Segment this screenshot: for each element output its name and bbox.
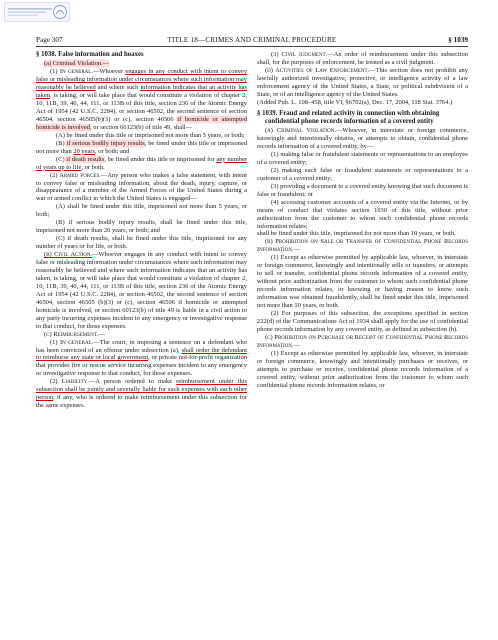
paragraph-b1: (1) Except as otherwise permitted by applicable law, whoever, in interstate or foreign commerce, knowingly and intentionally sells or transfers, or attempts to sell or transfer, confidential phone records information of a covered entity, without prior authorization from the customer to whom such confidential phone records information relates, or knowing or having reason to know such information was obtained fraudulently, shall be fined under this title, imprisoned not more than 10 years, or both. xyxy=(257,254,468,310)
text: , be fined under this title or imprisoned not more than xyxy=(36,139,247,155)
text: , or both; and xyxy=(95,147,130,155)
paragraph-c2 xyxy=(36,378,247,410)
paragraph-c1: (1) Except as otherwise permitted by applicable law, whoever, in interstate or foreign commerce, knowingly and intentionally purchases or receives, or attempts to purchase or receive, confidential phone records information of a covered entity, without prior authorization from the customer to whom such confidential phone records information relates, or xyxy=(257,349,468,389)
text: , or private not-for-profit organization that provides fire or rescue service incurring expenses incident to any emergency or investigative response to that conduct, for those expenses. xyxy=(36,354,247,378)
paragraph-a2: (2) making such false or fraudulent statements or representations to a customer of a covered entity; xyxy=(257,166,468,182)
text: — xyxy=(98,330,106,338)
subsection-label: (c) Prohibition on Purchase or Receipt of Confidential Phone Records Information. xyxy=(257,333,468,349)
subsection-label: (b) Prohibition on Sale or Transfer of Confidential Phone Records Information. xyxy=(257,238,468,254)
text: , be fined under this title or imprisoned for xyxy=(104,155,217,163)
subsection-b xyxy=(257,238,468,254)
underlined-text: 20 years xyxy=(73,147,96,155)
highlight: if homicide or attempted homicide is involved xyxy=(36,115,247,131)
section-1039-heading: § 1039. Fraud and related activity in connection with obtaining confidential phone records information of a covered entity xyxy=(257,109,440,125)
paragraph-lead: (2) Liability. xyxy=(50,378,89,386)
library-logo-icon xyxy=(4,2,70,22)
text: —An order of reimbursement under this subsection shall, for the purposes of enforcement, be treated as a civil judgment. xyxy=(257,51,468,66)
paragraph-a4: (4) accessing customer accounts of a covered entity via the Internet, or by means of conduct that violates section 1030 of this title, without prior authorization from the customer to whom such confidential phone records information relates; xyxy=(257,198,468,230)
paragraph-a1 xyxy=(36,68,247,132)
paragraph-lead: (2) Armed forces. xyxy=(50,171,101,179)
text: — xyxy=(293,246,300,254)
clause-a1A: (A) be fined under this title or imprisoned not more than 5 years, or both; xyxy=(56,131,245,139)
clause-a2B: (B) if serious bodily injury results, shall be fined under this title, imprisoned not more than 20 years, or both; and xyxy=(36,219,247,235)
paragraph-c3 xyxy=(257,51,468,67)
paragraph-lead: (1) In general. xyxy=(50,68,93,76)
paragraph-a3: (3) providing a document to a covered entity knowing that such document is false or fraudulent; or xyxy=(257,182,468,198)
source-credit: (Added Pub. L. 108–458, title VI, §6702(a), Dec. 17, 2004, 118 Stat. 3764.) xyxy=(257,98,453,106)
clause-a2A: (A) shall be fined under this title, imprisoned not more than 5 years, or both; xyxy=(36,203,247,219)
paragraph-c1 xyxy=(36,339,247,379)
running-title: TITLE 18—CRIMES AND CRIMINAL PROCEDURE xyxy=(167,36,337,44)
text: , is taking, or will take place that would constitute a violation of chapter 2, 10, 11B, 39, 40, 44, 111, or 113B of this title, section 236 of the Atomic Energy Act of 1954 (42 U.S.C. 2284), or section 46502, the second sentence of section 46504, section 46505(b)(3) or (c), section 46506 xyxy=(36,92,247,123)
subsection-label: (d) Activities of Law Enforcement. xyxy=(265,66,370,74)
underlined-text: any number of years up to life xyxy=(36,155,247,171)
text: —Whoever engages in any conduct with intent to convey false or misleading information under circumstances where such information may reasonably be believed and where such information indicates that an activity has taken, is taking, or will take place that would constitute a violation of chapter 2, 10, 11B, 39, 40, 44, 111, or 113B of this title, section 236 of the Atomic Energy Act of 1954 (42 U.S.C. 2284), or section 46502, the second sentence of section 46504, section 46505 (b)(3) or (c), section 46506 if homicide or attempted homicide is involved, or section 60123(b) of title 49 is liable in a civil action to any party incurring expenses incident to any emergency or investigative response to that conduct, for those expenses. xyxy=(36,251,247,330)
section-number: § 1039 xyxy=(448,36,468,44)
text: (B) xyxy=(56,139,67,147)
text: , or section 60123(b) of title 49, shall— xyxy=(90,123,193,131)
subsection-a xyxy=(257,127,468,151)
underlined-text: reimbursement under this subsection shall be jointly and severally liable for such expenses with each other person xyxy=(36,378,247,402)
text: —Whoever xyxy=(92,68,126,76)
text: —The court, in imposing a sentence on a defendant who has been convicted of an offense under subsection (a), xyxy=(36,338,247,354)
subsection-d xyxy=(257,67,468,99)
right-column xyxy=(257,51,468,390)
paragraph-a1: (1) making false or fraudulent statements or representations to an employee of a covered entity; xyxy=(257,150,468,166)
section-1038-heading: § 1038. False information and hoaxes xyxy=(36,51,144,58)
clause-a2C: (C) if death results, shall be fined under this title, imprisoned for any number of years or for life, or both. xyxy=(36,235,247,251)
text: —Whoever, in interstate or foreign commerce, knowingly and intentionally obtains, or attempts to obtain, confidential phone records information of a covered entity, by— xyxy=(257,127,468,150)
text: —A person ordered to make xyxy=(88,378,177,386)
paragraph-lead: (1) In general. xyxy=(50,338,94,346)
subsection-label: (c) Reimbursement. xyxy=(44,330,99,338)
underlined-text: (b) Civil Action. xyxy=(44,251,93,259)
subsection-a-label xyxy=(36,60,247,68)
paragraph-b2: (2) For purposes of this subsection, the exceptions specified in section 222(d) of the Communications Act of 1934 shall apply for the use of confidential phone records information by any covered entity, as defined in subsection (h). xyxy=(257,310,468,333)
page-number: Page 307 xyxy=(36,36,63,44)
left-column xyxy=(36,51,247,410)
underlined-text: information indicates that an activity has taken xyxy=(36,84,248,100)
subsection-c xyxy=(257,334,468,350)
paragraph-a2 xyxy=(36,172,247,204)
text: and where such xyxy=(95,84,141,92)
text: (C) xyxy=(56,155,67,163)
subsection-label: (a) Criminal Violation. xyxy=(265,127,336,135)
clause-a1B xyxy=(36,140,247,156)
highlight: if death results xyxy=(66,155,105,163)
paragraph-lead: (3) Civil judgment. xyxy=(271,51,328,58)
clause-a1C xyxy=(36,156,247,172)
subsection-b xyxy=(36,251,247,331)
text: —Any person who makes a false statement, with intent to convey false or misleading information, about the death, injury, capture, or disappearance of a member of the Armed Forces of the United States during a war or armed conflict in which the United States is engaged— xyxy=(36,171,247,203)
text: , if any, who is ordered to make reimbursement under this subsection for the same expenses. xyxy=(36,394,247,410)
text: —This section does not prohibit any lawfully authorized investigative, protective, or intelligence activity of a law enforcement agency of the United States, a State, or political subdivision of a State, or of an intelligence agency of the United States. xyxy=(257,66,468,98)
header-rule xyxy=(36,46,468,47)
text: — xyxy=(293,341,300,349)
highlight: if serious bodily injury results xyxy=(66,139,145,147)
running-header xyxy=(36,36,468,46)
text: , or both. xyxy=(81,163,105,171)
underlined-text: shall order the defendant to reimburse any state or local government xyxy=(36,346,247,362)
highlight: (a) Criminal Violation.— xyxy=(44,60,110,68)
penalty-text: shall be fined under this title, imprisoned for not more than 10 years, or both. xyxy=(257,230,456,238)
subsection-c-label xyxy=(36,331,247,339)
underlined-text: engages in any conduct with intent to convey false or misleading information under circumstances where such information may reasonably be believed xyxy=(36,68,248,92)
